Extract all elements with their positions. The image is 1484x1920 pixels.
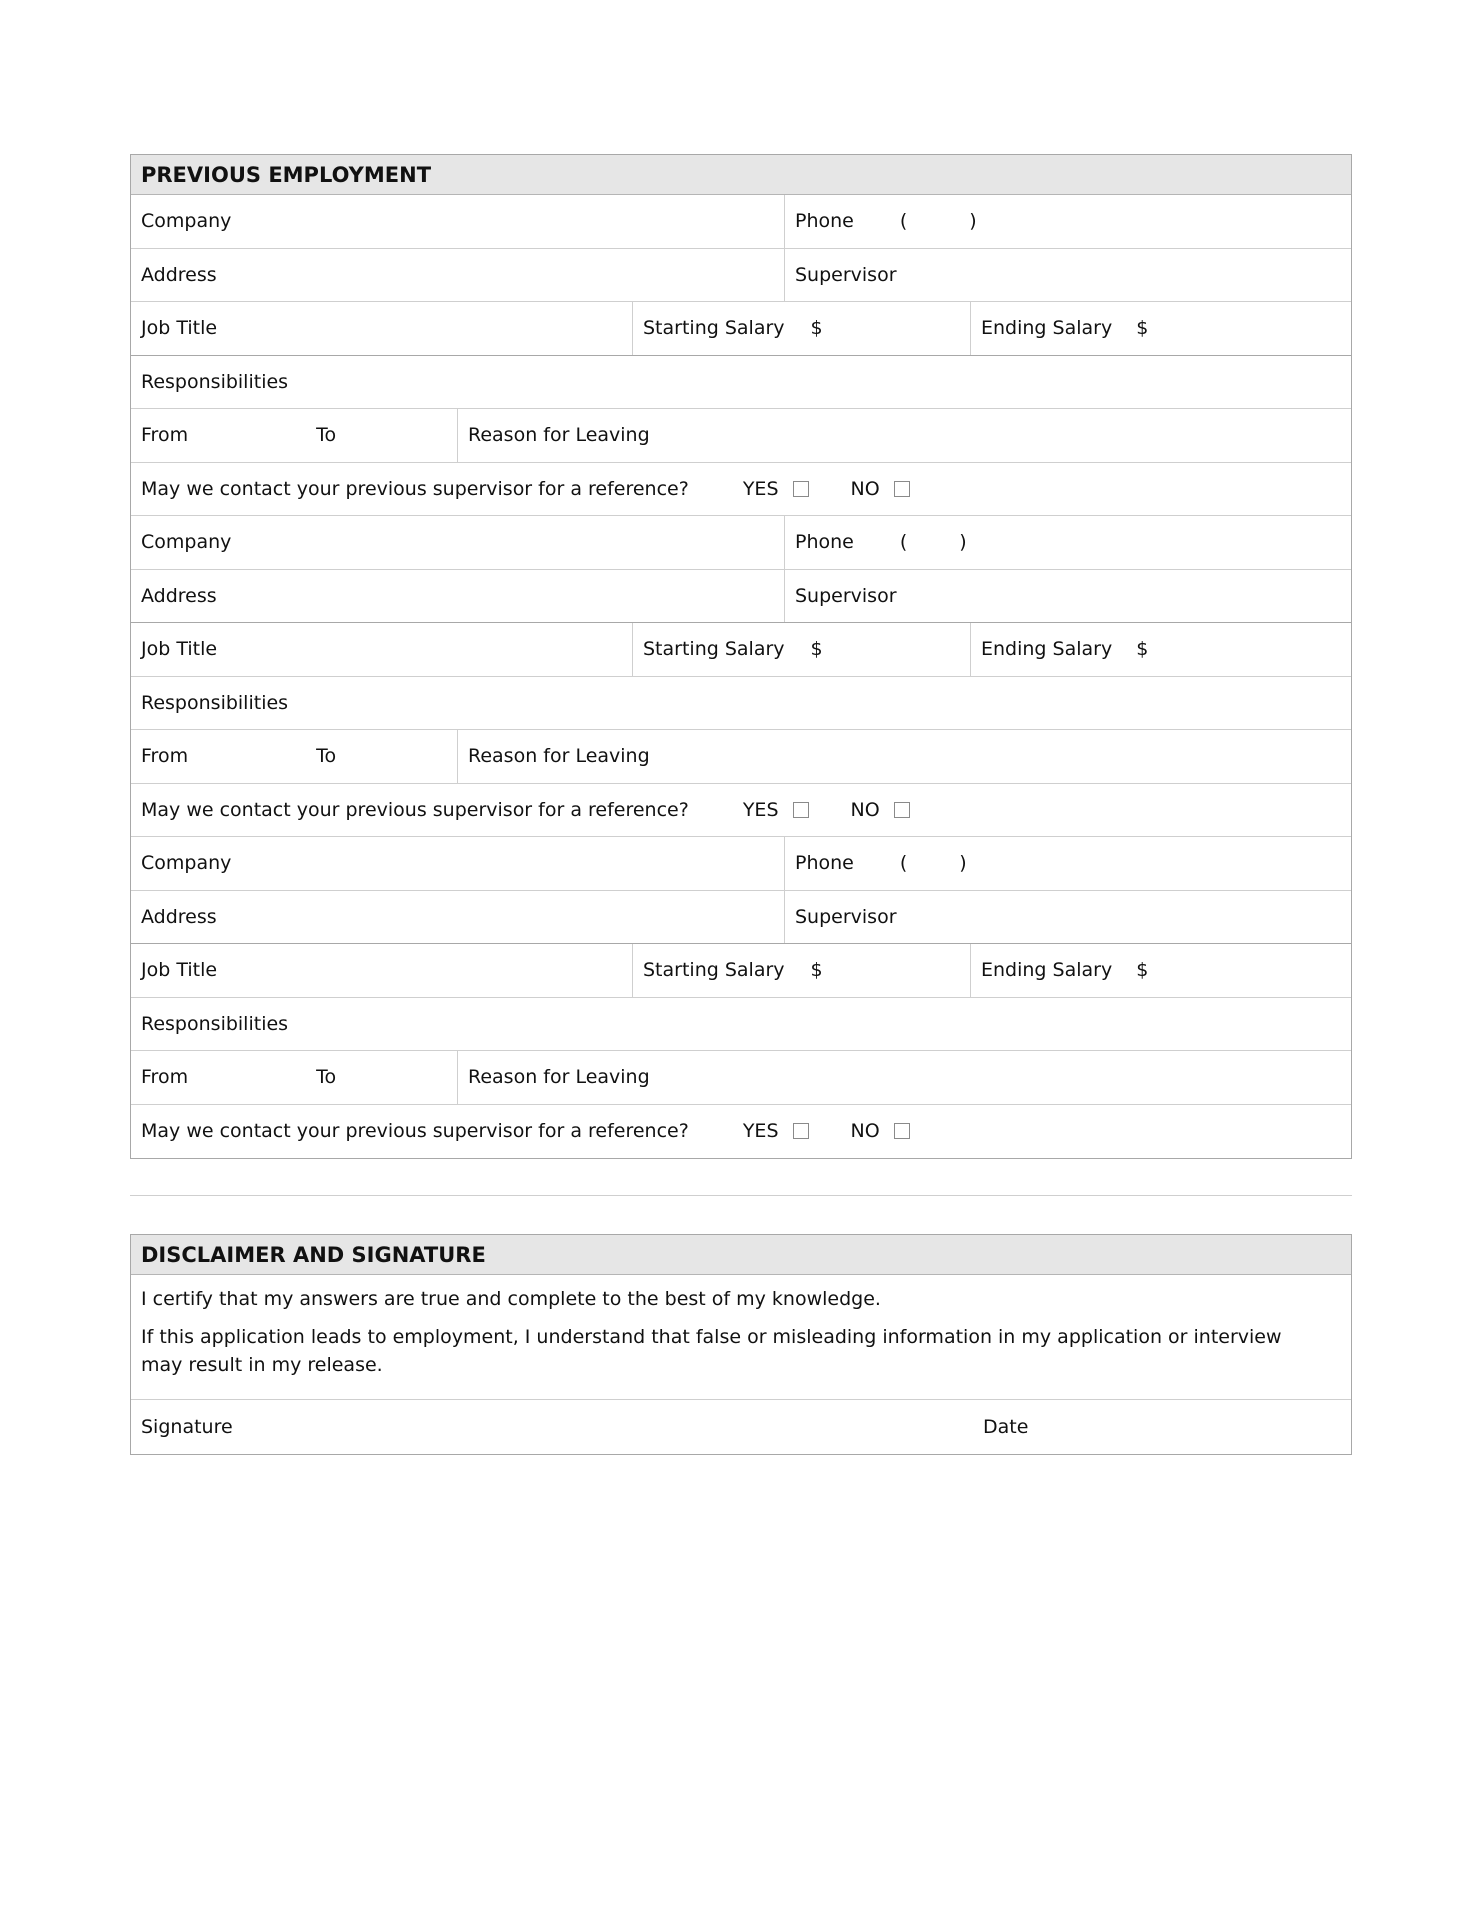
yes-checkbox[interactable] [793,481,809,497]
responsibilities-field[interactable] [131,677,1351,730]
supervisor-label: Supervisor [795,263,897,286]
from-label: From [141,745,189,768]
address-row [131,249,1351,303]
starting-salary-label: Starting Salary [643,317,785,340]
area-code-close: ) [959,852,967,875]
phone-label: Phone [795,531,854,554]
job-title-field[interactable] [131,944,633,997]
release-text-line2: may result in my release. [141,1354,383,1376]
dates-field[interactable] [131,730,458,783]
job-row [131,623,1351,677]
currency-symbol: $ [810,317,823,340]
responsibilities-field[interactable] [131,356,1351,409]
contact-question-text: May we contact your previous supervisor for a reference? [141,1120,689,1143]
company-label: Company [141,531,232,554]
company-field[interactable] [131,837,785,890]
responsibilities-label: Responsibilities [141,370,289,393]
contact-question-text: May we contact your previous supervisor for a reference? [141,477,689,500]
supervisor-label: Supervisor [795,905,897,928]
contact-question [131,784,1351,837]
company-field[interactable] [131,516,785,569]
starting-salary-field[interactable] [633,944,971,997]
job-title-label: Job Title [141,959,218,982]
yes-checkbox[interactable] [793,802,809,818]
yes-label: YES [742,798,779,821]
address-field[interactable] [131,249,785,302]
dates-field[interactable] [131,1051,458,1104]
yes-checkbox[interactable] [793,1123,809,1139]
responsibilities-row [131,677,1351,731]
contact-row [131,1105,1351,1159]
responsibilities-label: Responsibilities [141,1012,289,1035]
dates-row [131,730,1351,784]
currency-symbol: $ [1136,638,1149,661]
contact-question [131,1105,1351,1159]
starting-salary-field[interactable] [633,623,971,676]
address-field[interactable] [131,891,785,944]
no-checkbox[interactable] [894,481,910,497]
phone-field[interactable] [785,837,1351,890]
company-row [131,516,1351,570]
address-label: Address [141,905,217,928]
dates-field[interactable] [131,409,458,462]
no-label: NO [850,798,880,821]
phone-label: Phone [795,852,854,875]
phone-label: Phone [795,210,854,233]
yes-label: YES [742,477,779,500]
responsibilities-field[interactable] [131,998,1351,1051]
reason-field[interactable] [458,730,1351,783]
address-row [131,891,1351,945]
to-label: To [316,1066,337,1089]
ending-salary-label: Ending Salary [981,317,1113,340]
release-text-line1: If this application leads to employment, I understand that false or misleading information in my application or interview [141,1326,1282,1348]
no-checkbox[interactable] [894,802,910,818]
previous-employment-section [130,154,1352,1159]
ending-salary-label: Ending Salary [981,638,1113,661]
reason-label: Reason for Leaving [468,424,650,447]
contact-question [131,463,1351,516]
address-label: Address [141,584,217,607]
ending-salary-field[interactable] [971,623,1351,676]
yes-label: YES [742,1120,779,1143]
job-row [131,302,1351,356]
from-label: From [141,424,189,447]
ending-salary-label: Ending Salary [981,959,1113,982]
job-title-field[interactable] [131,623,633,676]
starting-salary-label: Starting Salary [643,638,785,661]
area-code-close: ) [959,531,967,554]
release-text [141,1323,1341,1379]
company-label: Company [141,210,232,233]
responsibilities-row [131,356,1351,410]
dates-row [131,409,1351,463]
area-code-open: ( [899,210,908,233]
section-title: DISCLAIMER AND SIGNATURE [131,1235,1351,1275]
area-code-open: ( [899,531,908,554]
dates-row [131,1051,1351,1105]
signature-row [131,1400,1351,1454]
currency-symbol: $ [1136,959,1149,982]
contact-question-text: May we contact your previous supervisor for a reference? [141,798,689,821]
supervisor-label: Supervisor [795,584,897,607]
signature-field[interactable] [131,1416,983,1438]
reason-label: Reason for Leaving [468,745,650,768]
certify-text: I certify that my answers are true and complete to the best of my knowledge. [141,1288,881,1310]
responsibilities-row [131,998,1351,1052]
disclaimer-text [131,1275,1351,1400]
company-row [131,837,1351,891]
currency-symbol: $ [810,959,823,982]
contact-row [131,784,1351,838]
ending-salary-field[interactable] [971,302,1351,355]
job-title-label: Job Title [141,638,218,661]
no-label: NO [850,1120,880,1143]
company-row [131,195,1351,249]
phone-field[interactable] [785,195,1351,248]
starting-salary-field[interactable] [633,302,971,355]
area-code-close: ) [969,210,977,233]
ending-salary-field[interactable] [971,944,1351,997]
address-label: Address [141,263,217,286]
disclaimer-section [130,1234,1352,1455]
area-code-open: ( [899,852,908,875]
address-field[interactable] [131,570,785,623]
company-label: Company [141,852,232,875]
reason-field[interactable] [458,1051,1351,1104]
job-title-label: Job Title [141,317,218,340]
date-label: Date [983,1416,1029,1438]
section-divider [130,1195,1352,1196]
company-field[interactable] [131,195,785,248]
signature-label: Signature [141,1416,233,1438]
contact-row [131,463,1351,517]
job-title-field[interactable] [131,302,633,355]
phone-field[interactable] [785,516,1351,569]
from-label: From [141,1066,189,1089]
address-row [131,570,1351,624]
no-label: NO [850,477,880,500]
responsibilities-label: Responsibilities [141,691,289,714]
section-title: PREVIOUS EMPLOYMENT [131,155,1351,195]
reason-field[interactable] [458,409,1351,462]
no-checkbox[interactable] [894,1123,910,1139]
date-field[interactable] [983,1416,1351,1438]
to-label: To [316,424,337,447]
starting-salary-label: Starting Salary [643,959,785,982]
to-label: To [316,745,337,768]
supervisor-field[interactable] [785,891,1351,944]
currency-symbol: $ [1136,317,1149,340]
reason-label: Reason for Leaving [468,1066,650,1089]
job-row [131,944,1351,998]
supervisor-field[interactable] [785,249,1351,302]
supervisor-field[interactable] [785,570,1351,623]
currency-symbol: $ [810,638,823,661]
